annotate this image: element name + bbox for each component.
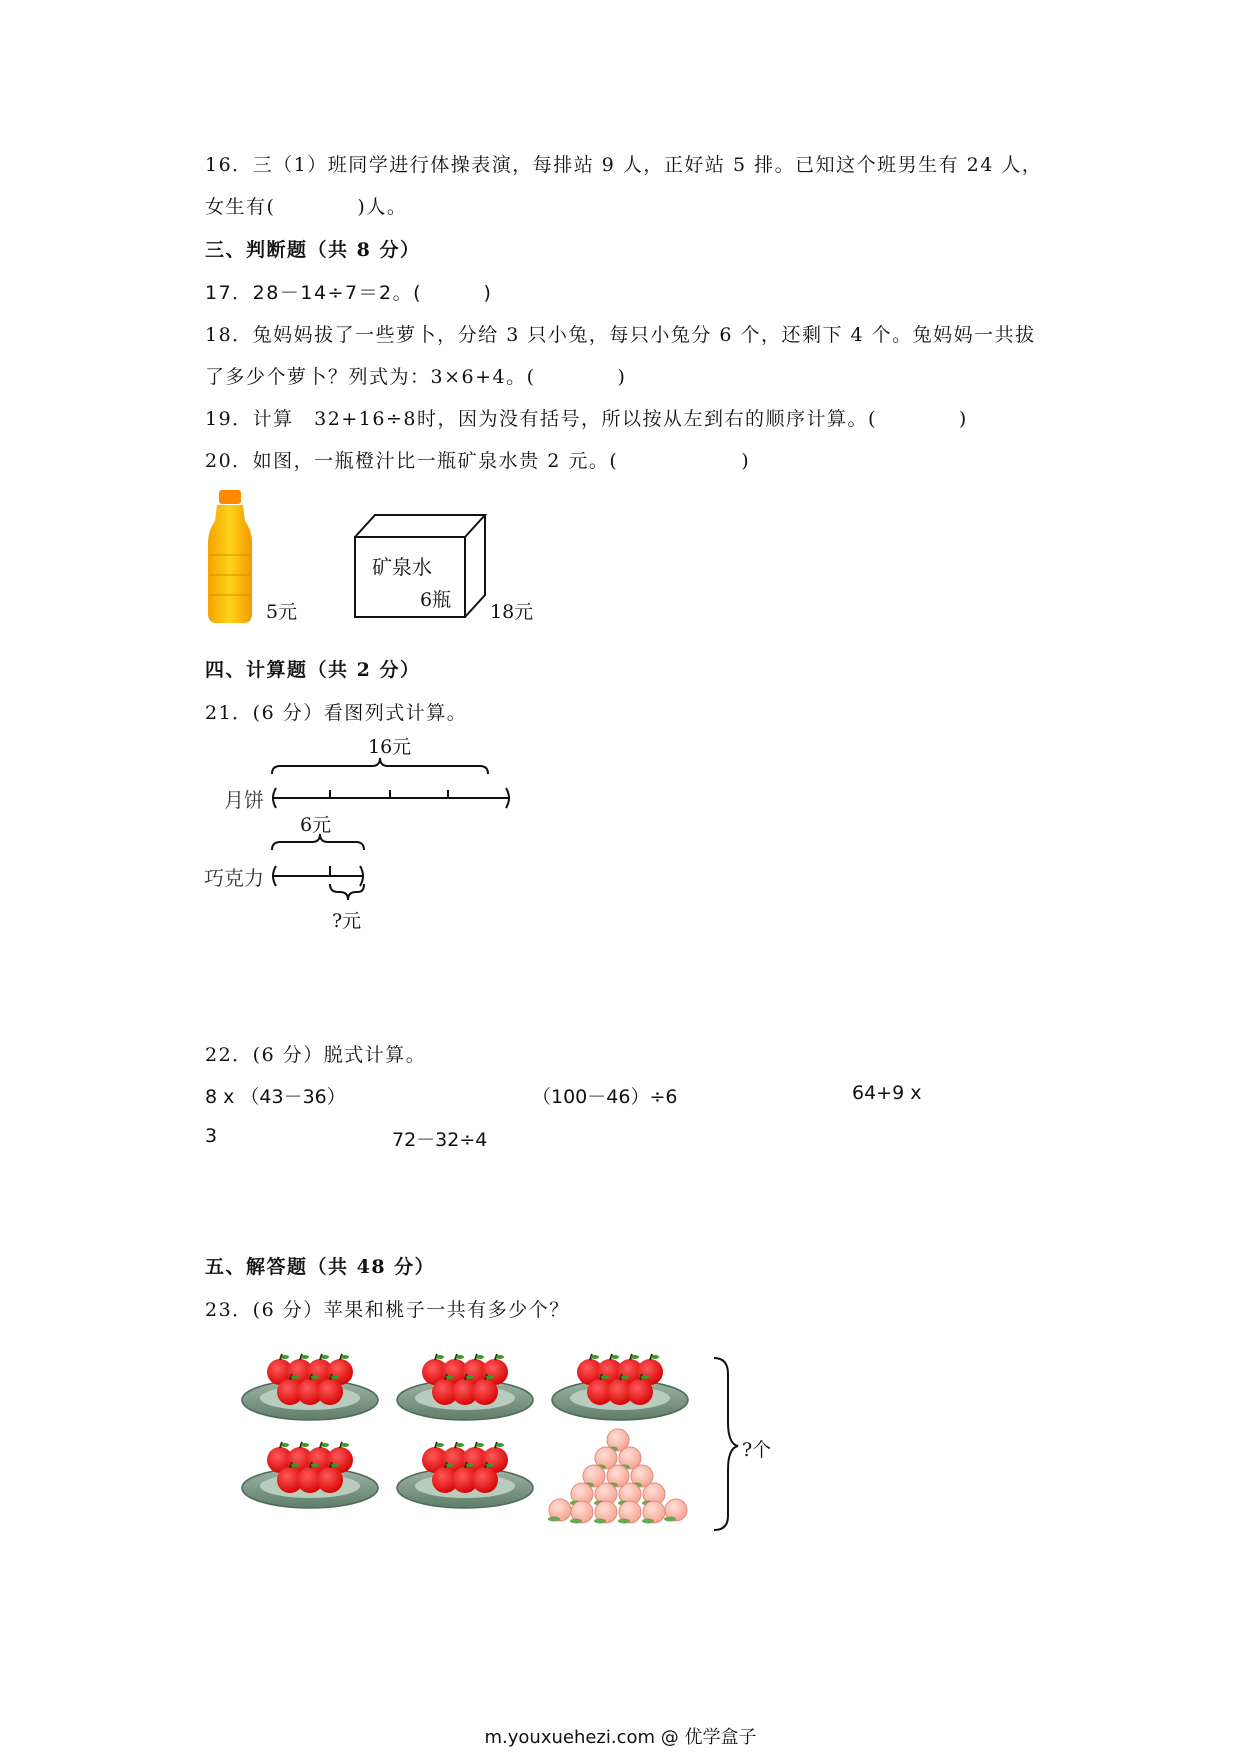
- q20-figure: [200, 485, 560, 635]
- q22-text: 22．(6 分）脱式计算。: [205, 1044, 427, 1066]
- q21-text: 21．(6 分）看图列式计算。: [205, 702, 468, 724]
- section-5-heading: 五、解答题（共 48 分）: [205, 1256, 436, 1278]
- box-count-label: 6瓶: [420, 589, 452, 611]
- q20-text: 20．如图，一瓶橙汁比一瓶矿泉水贵 2 元。( ): [205, 450, 751, 472]
- q22-expr-4: 72－32÷4: [392, 1129, 488, 1151]
- box-label: 矿泉水: [372, 555, 432, 579]
- page-footer: m.youxuehezi.com @ 优学盒子: [484, 1727, 757, 1748]
- apple-plate-3: [552, 1354, 688, 1420]
- q21-question: ?元: [332, 910, 362, 932]
- orange-juice-bottle-icon: [208, 490, 252, 623]
- q23-text: 23．(6 分）苹果和桃子一共有多少个？: [205, 1299, 570, 1321]
- box-price-label: 18元: [490, 601, 534, 623]
- q21-top-total: 16元: [368, 736, 412, 758]
- peach-pyramid: [548, 1429, 687, 1524]
- q22-expr-1: 8 x （43－36）: [205, 1086, 346, 1108]
- q21-row1-label: 月饼: [224, 788, 264, 812]
- brace-16yuan: [272, 758, 488, 774]
- section-4-heading: 四、计算题（共 2 分）: [205, 659, 421, 681]
- q16-line2: 女生有( )人。: [205, 196, 408, 218]
- q23-question: ?个: [742, 1439, 772, 1461]
- q21-row2-total: 6元: [300, 814, 332, 836]
- juice-price-label: 5元: [266, 601, 298, 623]
- q19-text: 19．计算 32+16÷8时，因为没有括号，所以按从左到右的顺序计算。( ): [205, 408, 968, 430]
- apple-plate-5: [397, 1442, 533, 1508]
- q16-line1: 16．三（1）班同学进行体操表演，每排站 9 人，正好站 5 排。已知这个班男生有 24 人，: [205, 154, 1043, 176]
- q18-line2: 了多少个萝卜？列式为：3×6+4。( ): [205, 366, 627, 388]
- apples-and-peaches: [230, 1340, 790, 1540]
- q21-segments: [200, 738, 540, 938]
- apple-plate-4: [242, 1442, 378, 1508]
- q18-line1: 18．兔妈妈拔了一些萝卜，分给 3 只小兔，每只小兔分 6 个，还剩下 4 个。兔妈妈一共拔: [205, 324, 1036, 346]
- q22-expr-3: 64+9 x: [852, 1082, 922, 1104]
- apple-plate-1: [242, 1354, 378, 1420]
- q21-line-diagram: [200, 738, 540, 938]
- apple-plate-2: [397, 1354, 533, 1420]
- q17-text: 17．28－14÷7＝2。( ): [205, 282, 493, 304]
- q23-fruit-illustration: [230, 1340, 790, 1540]
- q22-expr-2: （100－46）÷6: [532, 1086, 678, 1108]
- section-3-heading: 三、判断题（共 8 分）: [205, 239, 421, 261]
- brace-question: [330, 884, 364, 900]
- right-brace: [714, 1358, 738, 1530]
- q21-row2-label: 巧克力: [204, 866, 264, 890]
- q22-expr-3-cont: 3: [205, 1125, 218, 1147]
